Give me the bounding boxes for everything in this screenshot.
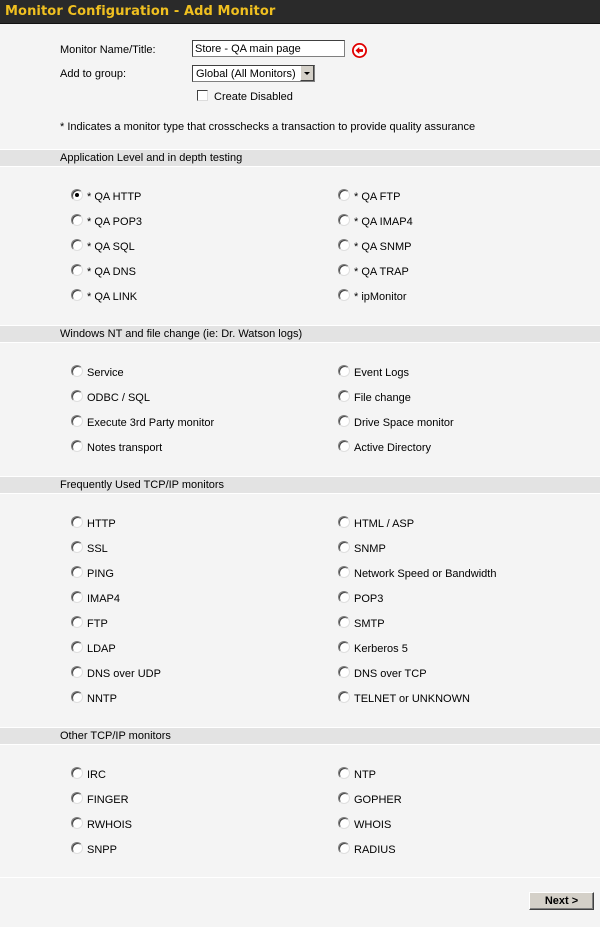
monitor-type-radio[interactable]	[338, 415, 350, 427]
monitor-type-label[interactable]: * ipMonitor	[354, 291, 407, 303]
monitor-type-label[interactable]: WHOIS	[354, 819, 392, 831]
monitor-type-label[interactable]: DNS over TCP	[354, 668, 427, 680]
monitor-type-radio[interactable]	[338, 792, 350, 804]
section-header	[0, 149, 600, 167]
monitor-type-label[interactable]: * QA SQL	[87, 241, 135, 253]
monitor-type-label[interactable]: NTP	[354, 769, 376, 781]
monitor-type-radio[interactable]	[71, 842, 83, 854]
monitor-type-radio[interactable]	[71, 365, 83, 377]
monitor-type-radio[interactable]	[71, 214, 83, 226]
monitor-type-radio[interactable]	[338, 440, 350, 452]
monitor-type-radio[interactable]	[71, 792, 83, 804]
monitor-type-label[interactable]: * QA LINK	[87, 291, 138, 303]
section-title: Application Level and in depth testing	[60, 152, 243, 164]
page-title: Monitor Configuration - Add Monitor	[5, 4, 276, 19]
monitor-type-radio[interactable]	[71, 541, 83, 553]
monitor-type-radio[interactable]	[71, 415, 83, 427]
monitor-type-radio[interactable]	[338, 767, 350, 779]
monitor-type-label[interactable]: * QA SNMP	[354, 241, 412, 253]
monitor-type-radio[interactable]	[338, 842, 350, 854]
monitor-type-label[interactable]: Service	[87, 367, 124, 379]
monitor-type-radio[interactable]	[338, 591, 350, 603]
monitor-type-label[interactable]: Notes transport	[87, 442, 163, 454]
qa-note: * Indicates a monitor type that crosschecks a transaction to provide quality assurance	[60, 121, 476, 133]
monitor-type-radio[interactable]	[71, 591, 83, 603]
monitor-type-label[interactable]: RWHOIS	[87, 819, 133, 831]
monitor-type-radio[interactable]	[338, 616, 350, 628]
monitor-type-radio[interactable]	[338, 365, 350, 377]
monitor-type-label[interactable]: POP3	[354, 593, 384, 605]
section-title: Other TCP/IP monitors	[60, 730, 171, 742]
monitor-type-label[interactable]: IMAP4	[87, 593, 121, 605]
monitor-type-label[interactable]: * QA IMAP4	[354, 216, 413, 228]
monitor-type-radio[interactable]	[338, 390, 350, 402]
monitor-type-radio[interactable]	[338, 666, 350, 678]
section-header	[0, 325, 600, 343]
monitor-type-radio[interactable]	[71, 641, 83, 653]
monitor-type-label[interactable]: IRC	[87, 769, 106, 781]
arrow-left-icon[interactable]	[352, 43, 367, 58]
monitor-type-label[interactable]: PING	[87, 568, 114, 580]
monitor-type-label[interactable]: * QA HTTP	[87, 191, 142, 203]
monitor-type-radio[interactable]	[338, 691, 350, 703]
monitor-type-label[interactable]: Event Logs	[354, 367, 410, 379]
monitor-type-label[interactable]: * QA DNS	[87, 266, 136, 278]
add-to-group-label: Add to group:	[60, 68, 127, 80]
monitor-type-radio[interactable]	[71, 264, 83, 276]
monitor-type-label[interactable]: FINGER	[87, 794, 129, 806]
monitor-type-label[interactable]: SMTP	[354, 618, 385, 630]
monitor-type-radio[interactable]	[338, 239, 350, 251]
monitor-type-label[interactable]: Active Directory	[354, 442, 432, 454]
monitor-type-label[interactable]: HTML / ASP	[354, 518, 415, 530]
monitor-type-label[interactable]: * QA FTP	[354, 191, 401, 203]
chevron-down-icon[interactable]	[300, 66, 314, 81]
monitor-type-label[interactable]: FTP	[87, 618, 108, 630]
monitor-type-label[interactable]: * QA POP3	[87, 216, 143, 228]
monitor-type-radio[interactable]	[338, 516, 350, 528]
monitor-type-radio[interactable]	[71, 440, 83, 452]
monitor-type-radio[interactable]	[71, 390, 83, 402]
monitor-name-label: Monitor Name/Title:	[60, 44, 156, 56]
monitor-type-radio[interactable]	[71, 666, 83, 678]
monitor-type-label[interactable]: ODBC / SQL	[87, 392, 150, 404]
section-title: Frequently Used TCP/IP monitors	[60, 479, 225, 491]
group-select-value: Global (All Monitors)	[196, 68, 296, 80]
monitor-type-radio[interactable]	[338, 214, 350, 226]
monitor-type-radio[interactable]	[338, 541, 350, 553]
monitor-type-radio[interactable]	[71, 616, 83, 628]
monitor-name-input[interactable]	[192, 40, 345, 57]
monitor-type-label[interactable]: Network Speed or Bandwidth	[354, 568, 497, 580]
monitor-type-label[interactable]: NNTP	[87, 693, 117, 705]
monitor-type-radio[interactable]	[338, 264, 350, 276]
monitor-type-label[interactable]: RADIUS	[354, 844, 396, 856]
monitor-type-label[interactable]: SNMP	[354, 543, 386, 555]
monitor-type-label[interactable]: DNS over UDP	[87, 668, 161, 680]
monitor-type-label[interactable]: LDAP	[87, 643, 116, 655]
title-bar	[0, 0, 600, 24]
monitor-type-label[interactable]: GOPHER	[354, 794, 402, 806]
monitor-type-label[interactable]: SNPP	[87, 844, 117, 856]
group-select[interactable]	[192, 65, 315, 82]
create-disabled-label: Create Disabled	[214, 91, 293, 103]
monitor-type-label[interactable]: TELNET or UNKNOWN	[354, 693, 470, 705]
monitor-type-radio[interactable]	[338, 817, 350, 829]
monitor-type-radio[interactable]	[71, 817, 83, 829]
monitor-type-label[interactable]: Kerberos 5	[354, 643, 408, 655]
monitor-type-radio[interactable]	[71, 516, 83, 528]
section-header	[0, 727, 600, 745]
monitor-type-radio[interactable]	[71, 239, 83, 251]
monitor-type-radio[interactable]	[338, 189, 350, 201]
monitor-type-label[interactable]: Drive Space monitor	[354, 417, 454, 429]
monitor-type-label[interactable]: Execute 3rd Party monitor	[87, 417, 215, 429]
monitor-type-radio[interactable]	[71, 566, 83, 578]
monitor-type-radio[interactable]	[338, 289, 350, 301]
monitor-type-label[interactable]: SSL	[87, 543, 108, 555]
monitor-type-radio[interactable]	[338, 641, 350, 653]
create-disabled-checkbox[interactable]	[197, 90, 208, 101]
section-header	[0, 476, 600, 494]
monitor-type-radio[interactable]	[71, 189, 83, 201]
monitor-type-radio[interactable]	[338, 566, 350, 578]
footer-divider	[0, 877, 600, 878]
next-button[interactable]: Next >	[529, 892, 594, 910]
section-title: Windows NT and file change (ie: Dr. Watson logs)	[60, 328, 303, 340]
monitor-type-label[interactable]: * QA TRAP	[354, 266, 409, 278]
monitor-type-radio[interactable]	[71, 767, 83, 779]
monitor-type-radio[interactable]	[71, 691, 83, 703]
monitor-type-radio[interactable]	[71, 289, 83, 301]
monitor-type-label[interactable]: HTTP	[87, 518, 116, 530]
monitor-type-label[interactable]: File change	[354, 392, 411, 404]
